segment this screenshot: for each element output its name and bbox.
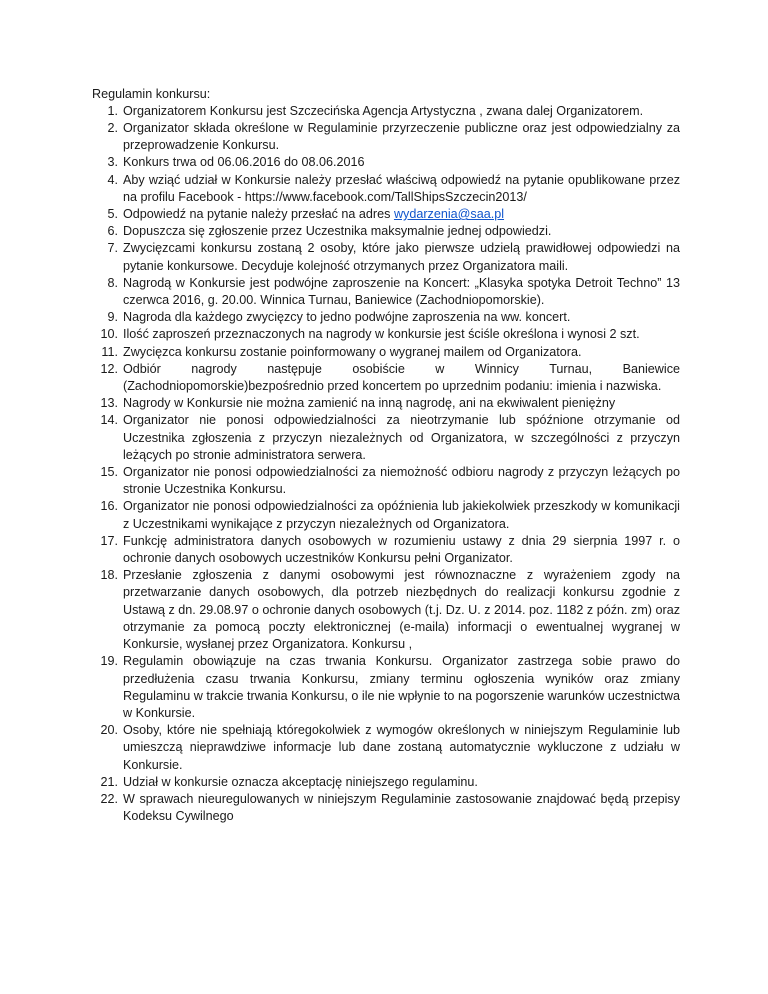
rule-item: [94, 791, 680, 825]
rule-number: 14.: [100, 413, 118, 428]
document-heading: Regulamin konkursu:: [92, 87, 211, 101]
rule-text: Organizatorem Konkursu jest Szczecińska Agencja Artystyczna , zwana dalej Organizatorem.: [123, 103, 644, 118]
rule-number: 2.: [107, 121, 118, 135]
rule-item: [94, 722, 680, 774]
rule-item: [94, 464, 680, 498]
rule-item: [94, 154, 680, 171]
rule-number: 4.: [107, 172, 118, 187]
rule-number: 22.: [100, 791, 118, 806]
rule-item: [94, 206, 680, 223]
rule-item: [94, 326, 680, 343]
rule-item: [94, 361, 680, 395]
rule-text: Organizator nie ponosi odpowiedzialności za niemożność odbioru nagrody z przyczyn leżących po stronie Uczestnika Konkursu.: [123, 465, 680, 497]
rule-text: Zwycięzca konkursu zostanie poinformowany o wygranej mailem od Organizatora.: [123, 344, 582, 359]
rule-text: Przesłanie zgłoszenia z danymi osobowymi jest równoznaczne z wyrażeniem zgody na przetwarzanie danych osobowych, dla potrzeb niezbędnych do realizacji konkursu zgodnie z Ustawą z dn. 29.08.97 o ochronie danych osobowych (t.j. Dz. U. z 2014. poz. 1182 z późn. zm) oraz otrzymanie za pomocą poczty elektronicznej (e-maila) informacji o ewentualnej wygranej w Konkursie, wysłanej przez Organizatora. Konkursu ,: [123, 568, 680, 652]
rule-item: [94, 309, 680, 326]
rule-number: 16.: [100, 499, 118, 514]
rule-item: [94, 567, 680, 653]
rule-number: 18.: [100, 568, 118, 583]
rule-item: [94, 240, 680, 274]
rule-text: Organizator składa określone w Regulaminie przyrzeczenie publiczne oraz jest odpowiedzialny za przeprowadzenie Konkursu.: [123, 121, 680, 153]
rule-item: [94, 774, 680, 791]
rule-number: 3.: [107, 155, 118, 170]
rule-number: 8.: [107, 275, 118, 290]
rule-item: [94, 533, 680, 567]
rule-number: 17.: [100, 533, 118, 548]
rule-item: [94, 395, 680, 412]
rule-item: [94, 275, 680, 309]
rule-text: Zwycięzcami konkursu zostaną 2 osoby, które jako pierwsze udzielą prawidłowej odpowiedzi na pytanie konkursowe. Decyduje kolejność otrzymanych przez Organizatora maili.: [123, 241, 680, 273]
rule-number: 12.: [100, 361, 118, 376]
rule-item: [94, 223, 680, 240]
rule-text: Odbiór nagrody następuje osobiście w Winnicy Turnau, Baniewice (Zachodniopomorskie)bezpośrednio przed koncertem po uprzednim podaniu: imienia i nazwiska.: [123, 361, 680, 394]
rule-number: 1.: [107, 103, 118, 118]
rule-item: [94, 498, 680, 532]
rules-list: [94, 103, 680, 826]
rule-number: 9.: [107, 310, 118, 325]
rule-text: W sprawach nieuregulowanych w niniejszym Regulaminie zastosowanie znajdować będą przepisy Kodeksu Cywilnego: [123, 791, 680, 824]
rule-number: 19.: [100, 654, 118, 669]
rule-item: [94, 120, 680, 154]
rule-text: Organizator nie ponosi odpowiedzialności za opóźnienia lub jakiekolwiek przeszkody w komunikacji z Uczestnikami wynikające z przyczyn niezależnych od Organizatora.: [123, 499, 680, 531]
rule-text: Regulamin obowiązuje na czas trwania Konkursu. Organizator zastrzega sobie prawo do przedłużenia czasu trwania Konkursu, zmiany terminu ogłoszenia wyników oraz zmiany Regulaminu w trakcie trwania Konkursu, o ile nie wpłynie to na pogorszenie warunków uczestnictwa w Konkursie.: [123, 654, 680, 720]
rule-item: [94, 653, 680, 722]
rule-text: Nagrodą w Konkursie jest podwójne zaproszenie na Koncert: „Klasyka spotyka Detroit Techno” 13 czerwca 2016, g. 20.00. Winnica Turnau, Baniewice (Zachodniopomorskie).: [123, 275, 680, 308]
rule-text: Nagroda dla każdego zwycięzcy to jedno podwójne zaproszenia na ww. koncert.: [123, 310, 571, 325]
rule-text: Organizator nie ponosi odpowiedzialności za nieotrzymanie lub spóźnione otrzymanie od Uczestnika zgłoszenia z przyczyn niezależnych od Organizatora, w szczególności z przyczyn leżących po stronie administratora serwera.: [123, 413, 680, 462]
rule-number: 13.: [100, 396, 118, 411]
rule-text: Ilość zaproszeń przeznaczonych na nagrody w konkursie jest ściśle określona i wynosi 2 szt.: [123, 327, 640, 342]
rule-number: 15.: [100, 465, 118, 480]
rule-text: Aby wziąć udział w Konkursie należy przesłać właściwą odpowiedź na pytanie opublikowane przez na profilu Facebook - https://www.facebook.com/TallShipsSzczecin2013/: [123, 172, 680, 204]
rule-item: [94, 412, 680, 464]
rule-item: [94, 103, 680, 120]
rule-text: Odpowiedź na pytanie należy przesłać na adres: [123, 207, 394, 222]
rule-item: [94, 172, 680, 206]
email-link[interactable]: wydarzenia@saa.pl: [393, 207, 505, 222]
rule-text: Udział w konkursie oznacza akceptację niniejszego regulaminu.: [123, 774, 478, 789]
rule-number: 7.: [107, 241, 118, 256]
rule-text: Dopuszcza się zgłoszenie przez Uczestnika maksymalnie jednej odpowiedzi.: [123, 224, 552, 239]
rule-number: 6.: [107, 224, 118, 239]
rule-item: [94, 344, 680, 361]
rule-number: 5.: [107, 207, 118, 222]
rule-number: 10.: [100, 327, 118, 342]
rule-text: Nagrody w Konkursie nie można zamienić na inną nagrodę, ani na ekwiwalent pieniężny: [123, 396, 616, 411]
rule-number: 20.: [100, 723, 118, 738]
rule-text: Funkcję administratora danych osobowych w rozumieniu ustawy z dnia 29 sierpnia 1997 r. o ochronie danych osobowych uczestników Konkursu pełni Organizator.: [123, 533, 680, 566]
rule-number: 11.: [101, 344, 118, 359]
rule-text: Osoby, które nie spełniają któregokolwiek z wymogów określonych w niniejszym Regulaminie lub umieszczą nieprawdziwe informacje lub dane zostaną automatycznie wykluczone z udziału w Konkursie.: [123, 723, 680, 772]
rule-text: Konkurs trwa od 06.06.2016 do 08.06.2016: [123, 155, 365, 170]
rule-number: 21.: [100, 774, 118, 789]
